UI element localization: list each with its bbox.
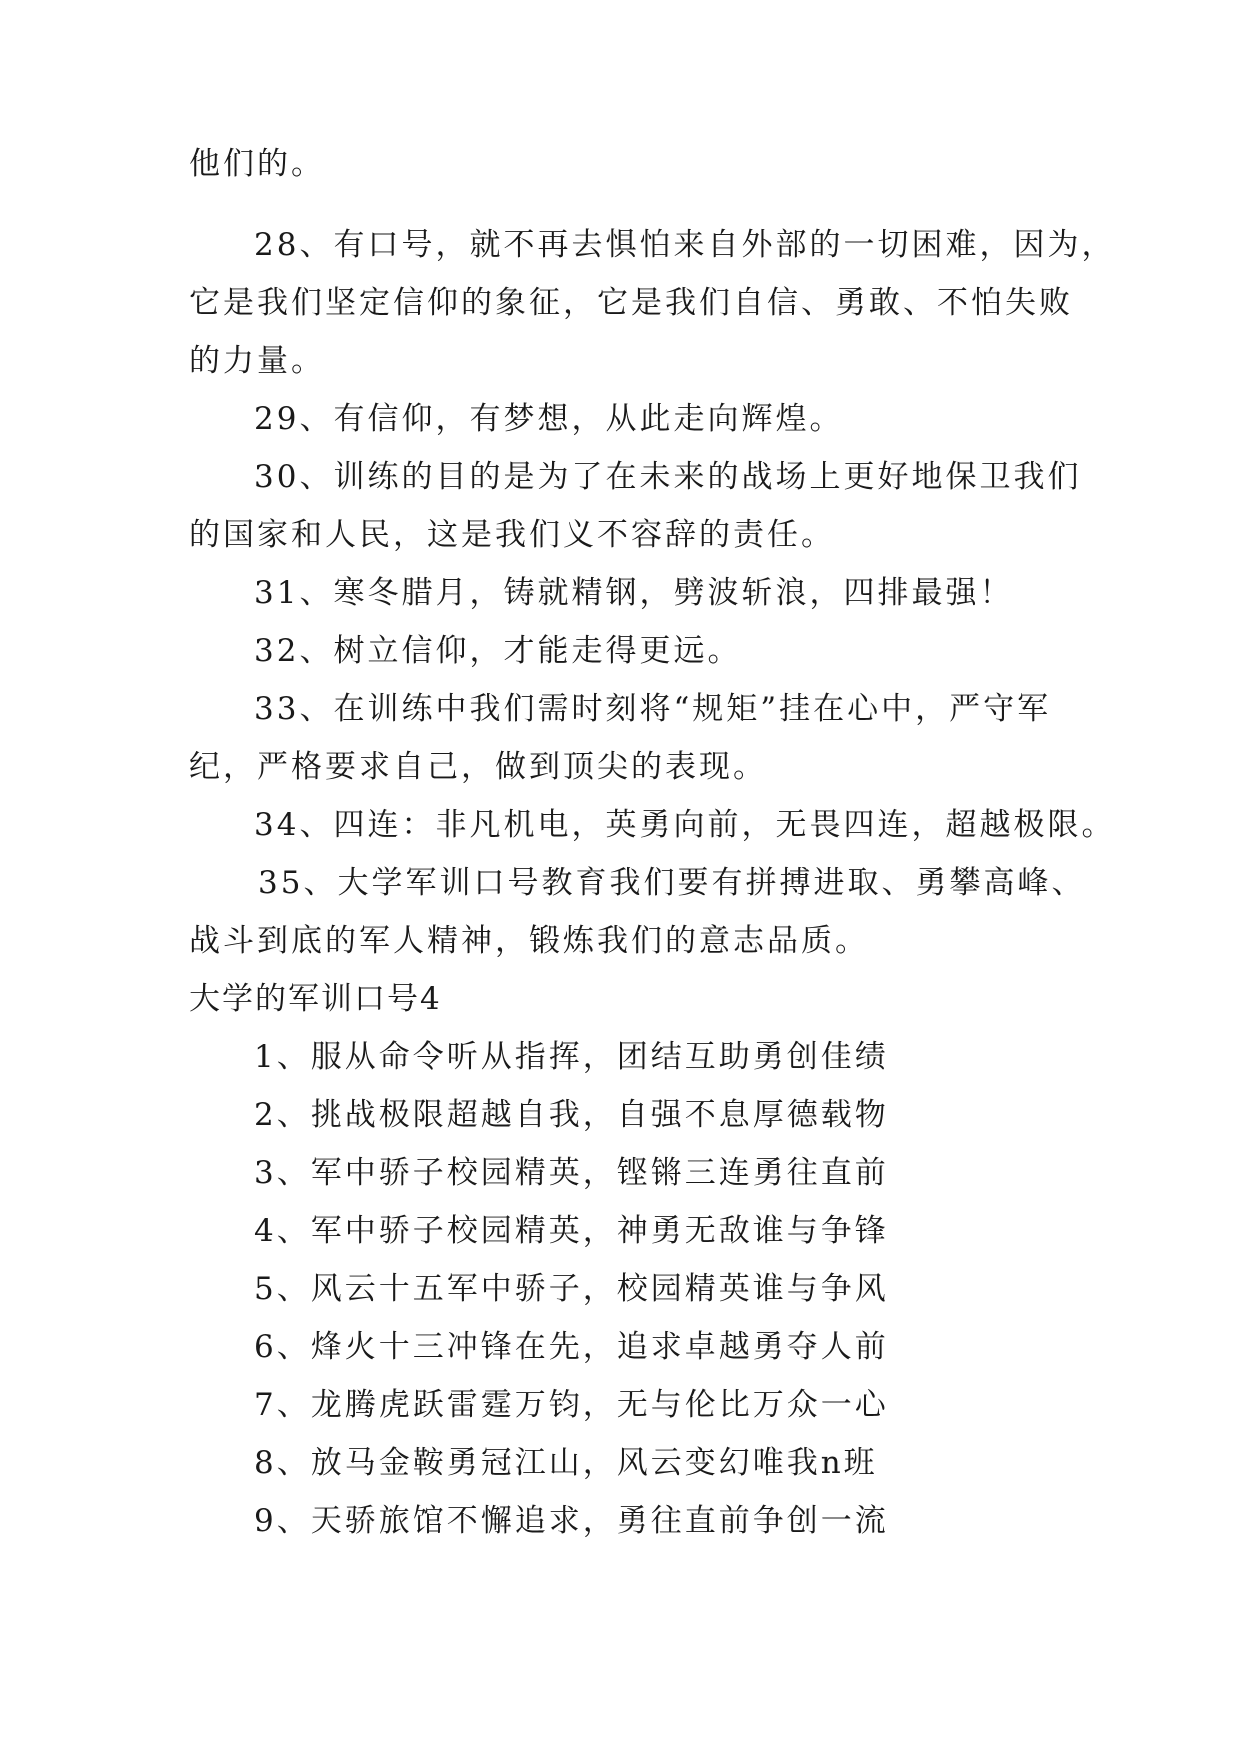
list-item: 2、挑战极限超越自我，自强不息厚德载物 xyxy=(254,1097,889,1133)
paragraph-line: 战斗到底的军人精神，锻炼我们的意志品质。 xyxy=(189,923,869,959)
paragraph-line: 33、在训练中我们需时刻将“规矩”挂在心中，严守军 xyxy=(254,691,1052,727)
paragraph-line: 30、训练的目的是为了在未来的战场上更好地保卫我们 xyxy=(254,459,1082,495)
paragraph-line: 34、四连：非凡机电，英勇向前，无畏四连，超越极限。 xyxy=(254,807,1116,843)
paragraph-line: 它是我们坚定信仰的象征，它是我们自信、勇敢、不怕失败 xyxy=(189,285,1073,321)
paragraph-line: 28、有口号，就不再去惧怕来自外部的一切困难，因为， xyxy=(254,227,1116,263)
paragraph-line: 的国家和人民，这是我们义不容辞的责任。 xyxy=(189,517,835,553)
list-item: 4、军中骄子校园精英，神勇无敌谁与争锋 xyxy=(254,1213,889,1249)
list-item: 3、军中骄子校园精英，铿锵三连勇往直前 xyxy=(254,1155,889,1191)
list-item: 6、烽火十三冲锋在先，追求卓越勇夺人前 xyxy=(254,1329,889,1365)
paragraph-line: 29、有信仰，有梦想，从此走向辉煌。 xyxy=(254,401,844,437)
paragraph-line: 他们的。 xyxy=(189,146,325,182)
paragraph-line: 31、寒冬腊月，铸就精钢，劈波斩浪，四排最强！ xyxy=(254,575,1014,611)
paragraph-line: 32、树立信仰，才能走得更远。 xyxy=(254,633,742,669)
paragraph-line: 纪，严格要求自己，做到顶尖的表现。 xyxy=(189,749,767,785)
section-heading: 大学的军训口号4 xyxy=(189,981,442,1017)
paragraph-line: 的力量。 xyxy=(189,343,325,379)
list-item: 5、风云十五军中骄子，校园精英谁与争风 xyxy=(254,1271,889,1307)
list-item: 1、服从命令听从指挥，团结互助勇创佳绩 xyxy=(254,1039,889,1075)
list-item: 8、放马金鞍勇冠江山，风云变幻唯我n班 xyxy=(254,1445,878,1481)
paragraph-line: 35、大学军训口号教育我们要有拼搏进取、勇攀高峰、 xyxy=(258,865,1086,901)
list-item: 7、龙腾虎跃雷霆万钧，无与伦比万众一心 xyxy=(254,1387,889,1423)
list-item: 9、天骄旅馆不懈追求，勇往直前争创一流 xyxy=(254,1503,889,1539)
